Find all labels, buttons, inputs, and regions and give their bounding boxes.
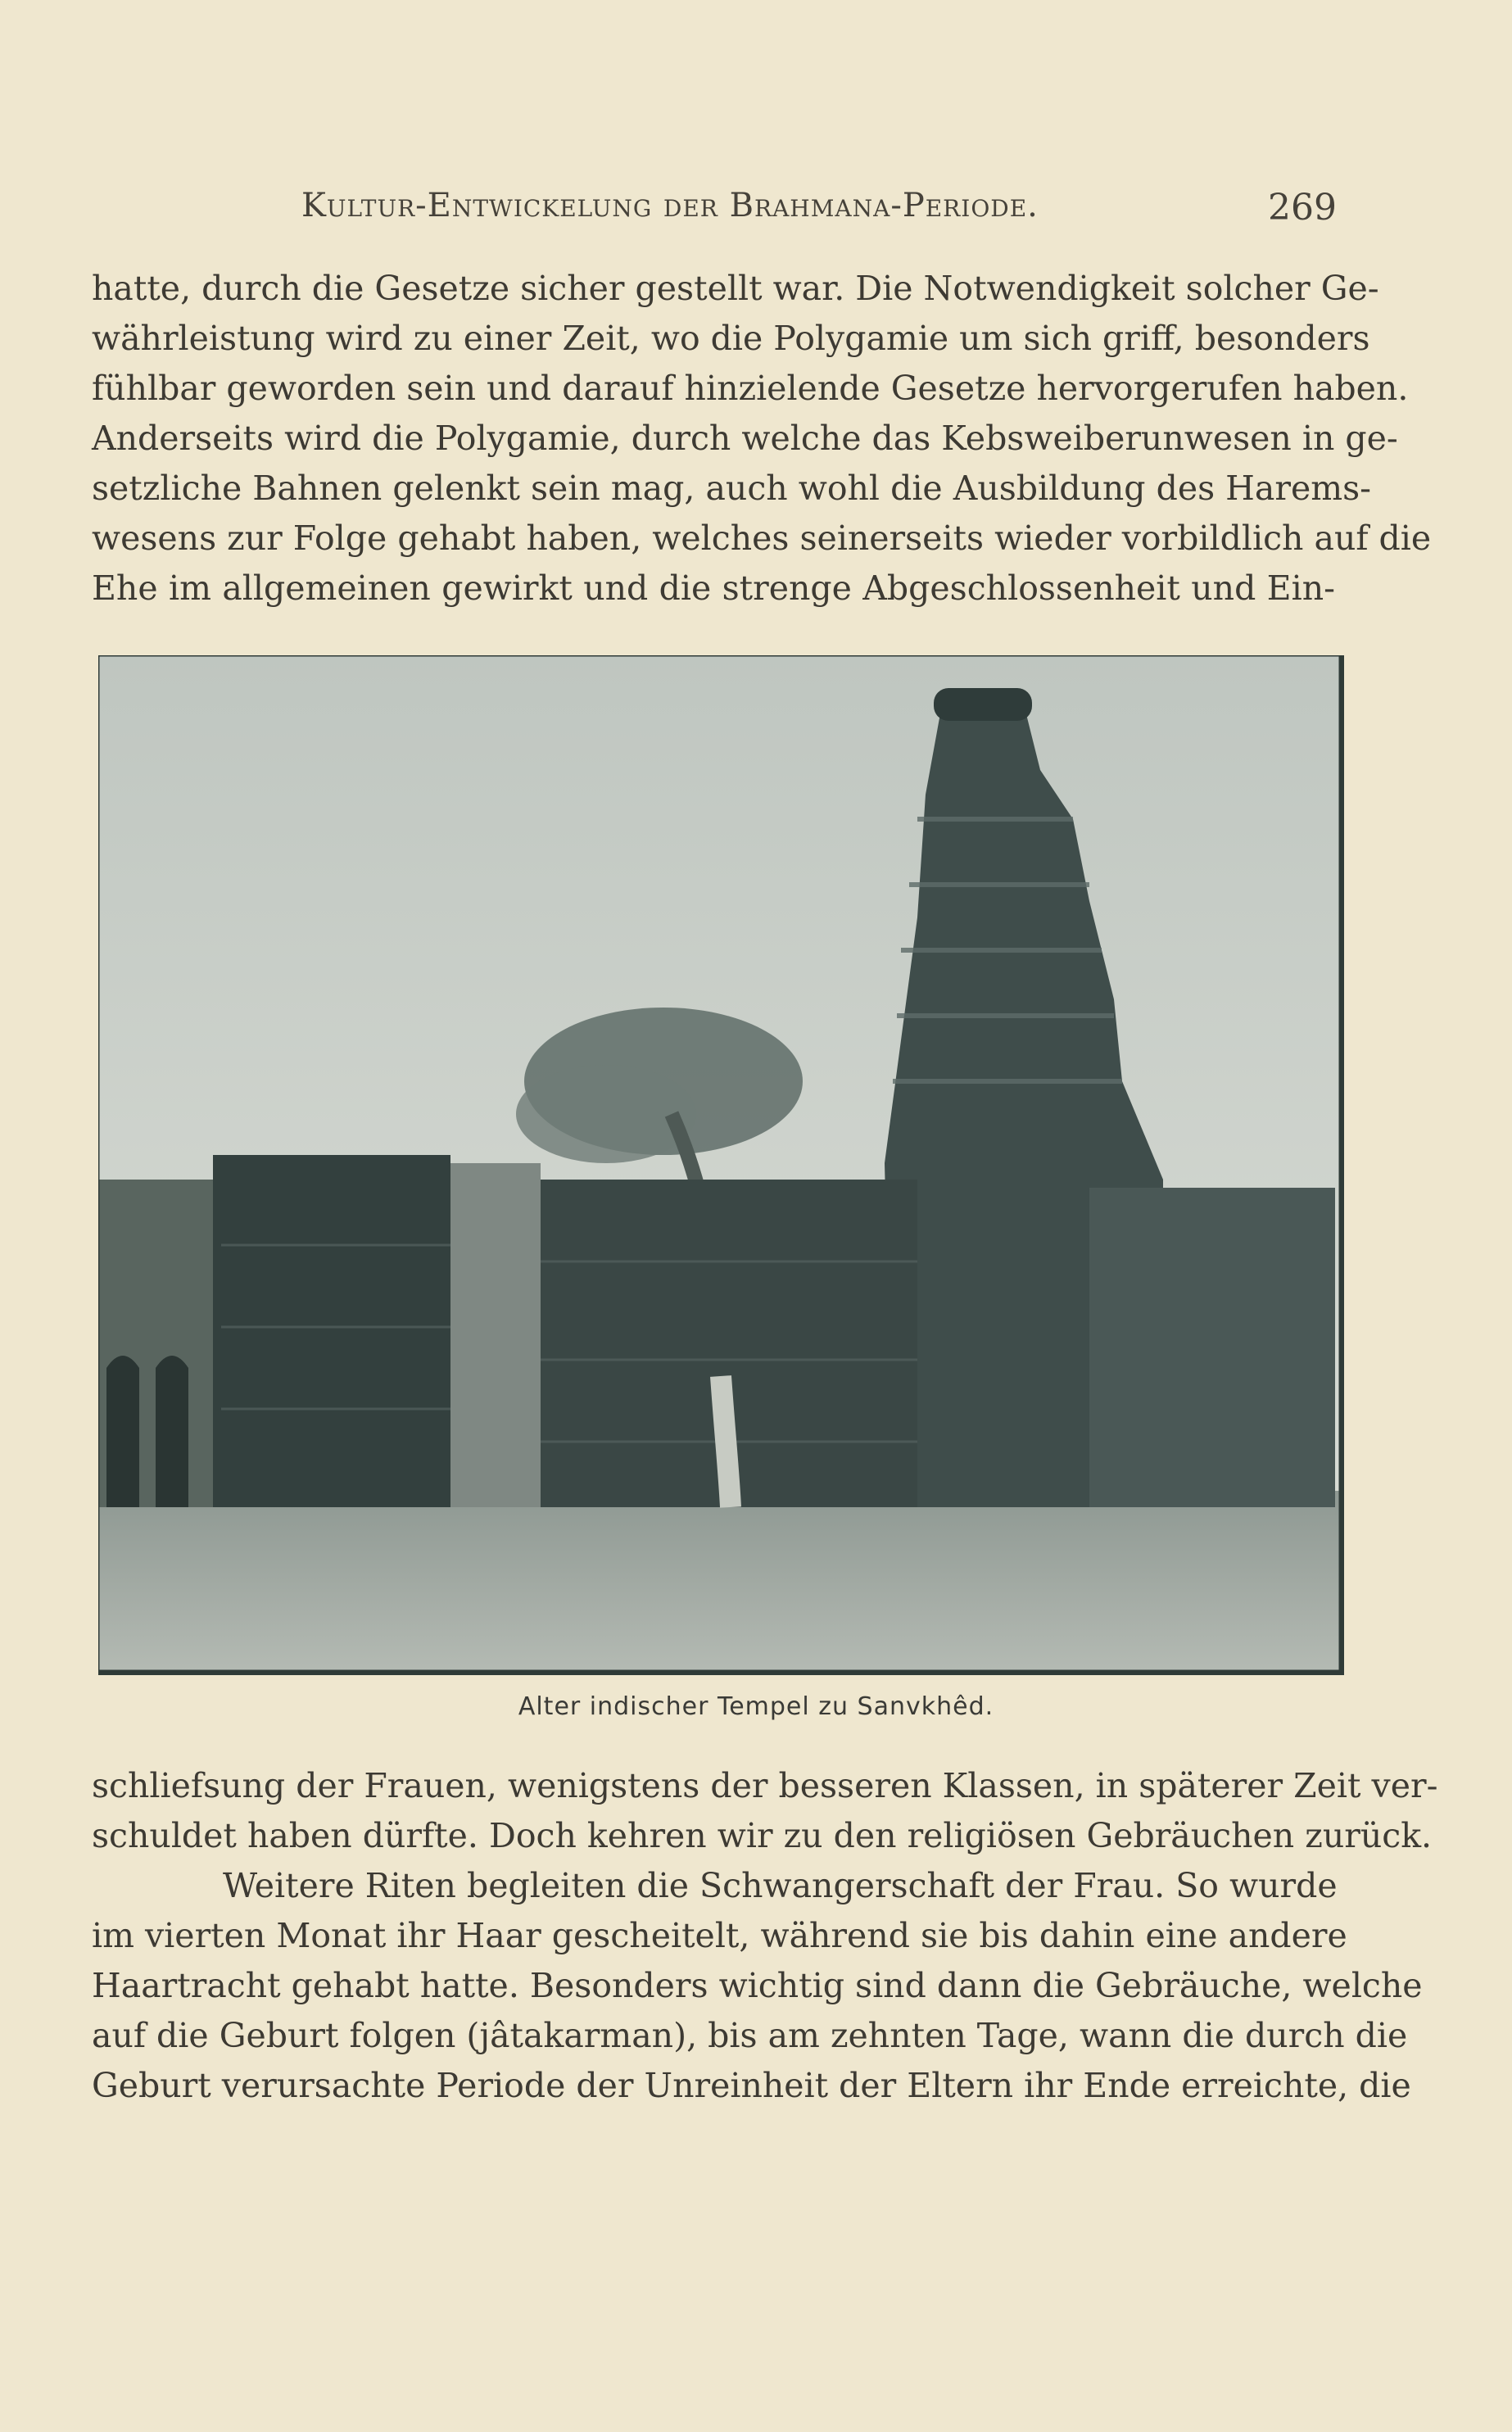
text-line: schuldet haben dürfte. Doch kehren wir zu den religiösen Gebräuchen zurück. (92, 1816, 1433, 1855)
page-number: 269 (1268, 187, 1337, 229)
figure-caption: Alter indischer Tempel zu Sanvkhêd. (518, 1692, 994, 1721)
text-line: Haartracht gehabt hatte. Besonders wichtig sind dann die Gebräuche, welche (92, 1966, 1423, 2005)
text-line: währleistung wird zu einer Zeit, wo die Polygamie um sich griff, besonders (92, 319, 1370, 358)
text-line: setzliche Bahnen gelenkt sein mag, auch wohl die Ausbildung des Harems- (92, 469, 1372, 508)
temple-photo-illustration (98, 655, 1340, 1671)
text-line: fühlbar geworden sein und darauf hinzielende Gesetze hervorgerufen haben. (92, 369, 1409, 408)
text-line: im vierten Monat ihr Haar gescheitelt, während sie bis dahin eine andere (92, 1916, 1347, 1955)
text-line: wesens zur Folge gehabt haben, welches seinerseits wieder vorbildlich auf die (92, 519, 1432, 558)
running-title: Kultur-Entwickelung der Brahmana-Periode. (301, 187, 1039, 224)
top-paragraph (92, 264, 1432, 614)
text-line: Weitere Riten begleiten die Schwangerschaft der Frau. So wurde (223, 1866, 1338, 1905)
text-line: Anderseits wird die Polygamie, durch welche das Kebsweiberunwesen in ge- (92, 419, 1398, 458)
text-line: auf die Geburt folgen (jâtakarman), bis am zehnten Tage, wann die durch die (92, 2016, 1408, 2055)
bottom-paragraph-2 (92, 1861, 1423, 2111)
temple-photograph (98, 655, 1344, 1675)
text-line: Geburt verursachte Periode der Unreinheit der Eltern ihr Ende erreichte, die (92, 2066, 1411, 2105)
running-head (79, 187, 1337, 236)
bottom-paragraph-1 (92, 1761, 1438, 1861)
text-line: hatte, durch die Gesetze sicher gestellt war. Die Notwendigkeit solcher Ge- (92, 269, 1379, 308)
text-line: schliefsung der Frauen, wenigstens der besseren Klassen, in späterer Zeit ver- (92, 1766, 1438, 1805)
text-line: Ehe im allgemeinen gewirkt und die strenge Abgeschlossenheit und Ein- (92, 568, 1335, 608)
